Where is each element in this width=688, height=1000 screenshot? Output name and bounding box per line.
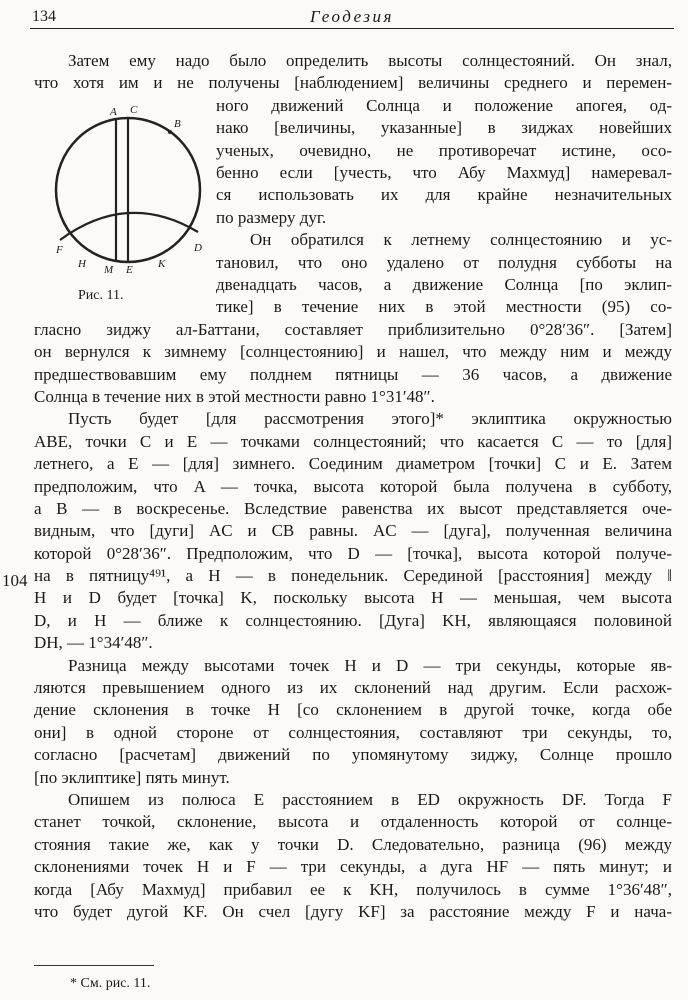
text-line: нако [величины, указанные] в зиджах новейших (216, 118, 672, 138)
text-line: Пусть будет [для рассмотрения этого]* эклиптика окружностью (68, 409, 672, 429)
page-number: 134 (32, 8, 56, 25)
text-line: согласно [расчетам] движений по упомянутому зиджу, Солнце прошло (34, 745, 672, 765)
text-line: Затем ему надо было определить высоты солнцестояний. Он знал, (68, 51, 672, 70)
text-line: Опишем из полюса E расстоянием в ED окружность DF. Тогда F (68, 790, 672, 809)
text-line: летнего, а E — [для] зимнего. Соединим диаметром [точки] C и E. Затем (34, 454, 672, 474)
text-line: что хотя им и не получены [наблюдением] величины среднего и перемен- (34, 73, 672, 93)
text-line: Он обратился к летнему солнцестоянию и ус- (250, 230, 672, 250)
text-line: тике] в течение них в этой местности (95) со- (216, 297, 672, 317)
text-line: H и D будет [точка] K, поскольку высота H — меньшая, чем высота (34, 588, 672, 608)
text-line: которой 0°28′36″. Предположим, что D — [точка], высота которой получе- (34, 543, 672, 563)
text-line: что будет дугой KF. Он счел [дугу KF] за расстояние между F и нача- (34, 901, 672, 921)
text-line: бенно если [учесть, что Абу Махмуд] намеревал- (216, 162, 672, 182)
circle-diagram (48, 100, 208, 280)
label-c: C (130, 104, 138, 116)
label-d: D (194, 242, 202, 254)
text-line: тановил, что оно удалено от полудня субботы на (216, 252, 672, 272)
text-line: гласно зиджу ал-Баттани, составляет приблизительно 0°28′36″. [Затем] (34, 319, 672, 339)
text-line: стояния такие же, как у точки D. Следовательно, разница (96) между (34, 834, 672, 854)
running-title: Геодезия (310, 7, 394, 26)
point-b (168, 130, 172, 134)
footnote-divider (34, 965, 154, 966)
wrapped-block (216, 95, 672, 319)
text-line: по размеру дуг. (216, 207, 327, 227)
text-line: станет точкой, склонение, высота и отдаленность которой от солнце- (34, 812, 672, 832)
text-line: предшествовавшим ему полднем пятницы — 36 часов, а движение (34, 364, 672, 384)
main-text (34, 319, 672, 924)
text-line: а B — в воскресенье. Вследствие равенства их высот представляется оче- (34, 498, 672, 518)
text-line: предположим, что A — точка, высота которой была получена в субботу, (34, 476, 672, 496)
text-line: Солнца в течение них в этой местности равно 1°31′48″. (34, 386, 435, 406)
label-k: K (158, 258, 166, 270)
text-line: ся использовать их для крайне незначительных (216, 185, 672, 205)
text-line: они] в одной стороне от солнцестояния, составляют три секунды, то, (34, 722, 672, 742)
text-line: ABE, точки C и E — точками солнцестояний; что касается C — то [для] (34, 431, 672, 451)
figure-11 (48, 100, 208, 310)
label-h: H (78, 258, 86, 270)
label-b: B (174, 118, 181, 130)
paragraph-block-1 (34, 50, 672, 95)
text-line: D, и H — ближе к солнцестоянию. [Дуга] KH, являющаяся половиной (34, 610, 672, 630)
running-header (30, 6, 674, 29)
label-e: E (126, 264, 133, 276)
text-line: на в пятницу⁴⁹¹, а H — в понедельник. Серединой [расстояния] между ‖ (34, 566, 672, 586)
text-line: видным, что [дуги] AC и CB равны. AC — [дуга], полученная величина (34, 521, 672, 541)
text-line: когда [Абу Махмуд] прибавил ее к KH, получилось в сумме 1°36′48″, (34, 879, 672, 899)
text-line: [по эклиптике] пять минут. (34, 767, 230, 787)
text-line: Разница между высотами точек H и D — три секунды, которые яв- (68, 655, 672, 675)
text-line: склонениями точек H и F — три секунды, а дуга HF — пять минут; и (34, 857, 672, 877)
text-line: дение склонения в точке H [со склонением в другой точке, когда обе (34, 700, 672, 720)
text-line: DH, — 1°34′48″. (34, 633, 153, 653)
margin-page-number: 104 (2, 571, 28, 590)
text-line: ученых, очевидно, не противоречат истине, осо- (216, 140, 672, 160)
text-line: ного движений Солнца и положение апогея, од- (216, 95, 672, 115)
label-f: F (56, 244, 63, 256)
figure-caption: Рис. 11. (78, 288, 124, 303)
text-line: он вернулся к зимнему [солнцестоянию] и нашел, что между ним и между (34, 342, 672, 362)
text-line: двенадцать часов, а движение Солнца [по эклип- (216, 274, 672, 294)
label-m: M (104, 264, 114, 276)
footnote: * См. рис. 11. (70, 976, 151, 991)
label-a: A (110, 106, 117, 118)
text-line: ляются превышением одного из их склонений над другим. Если расхож- (34, 678, 672, 698)
